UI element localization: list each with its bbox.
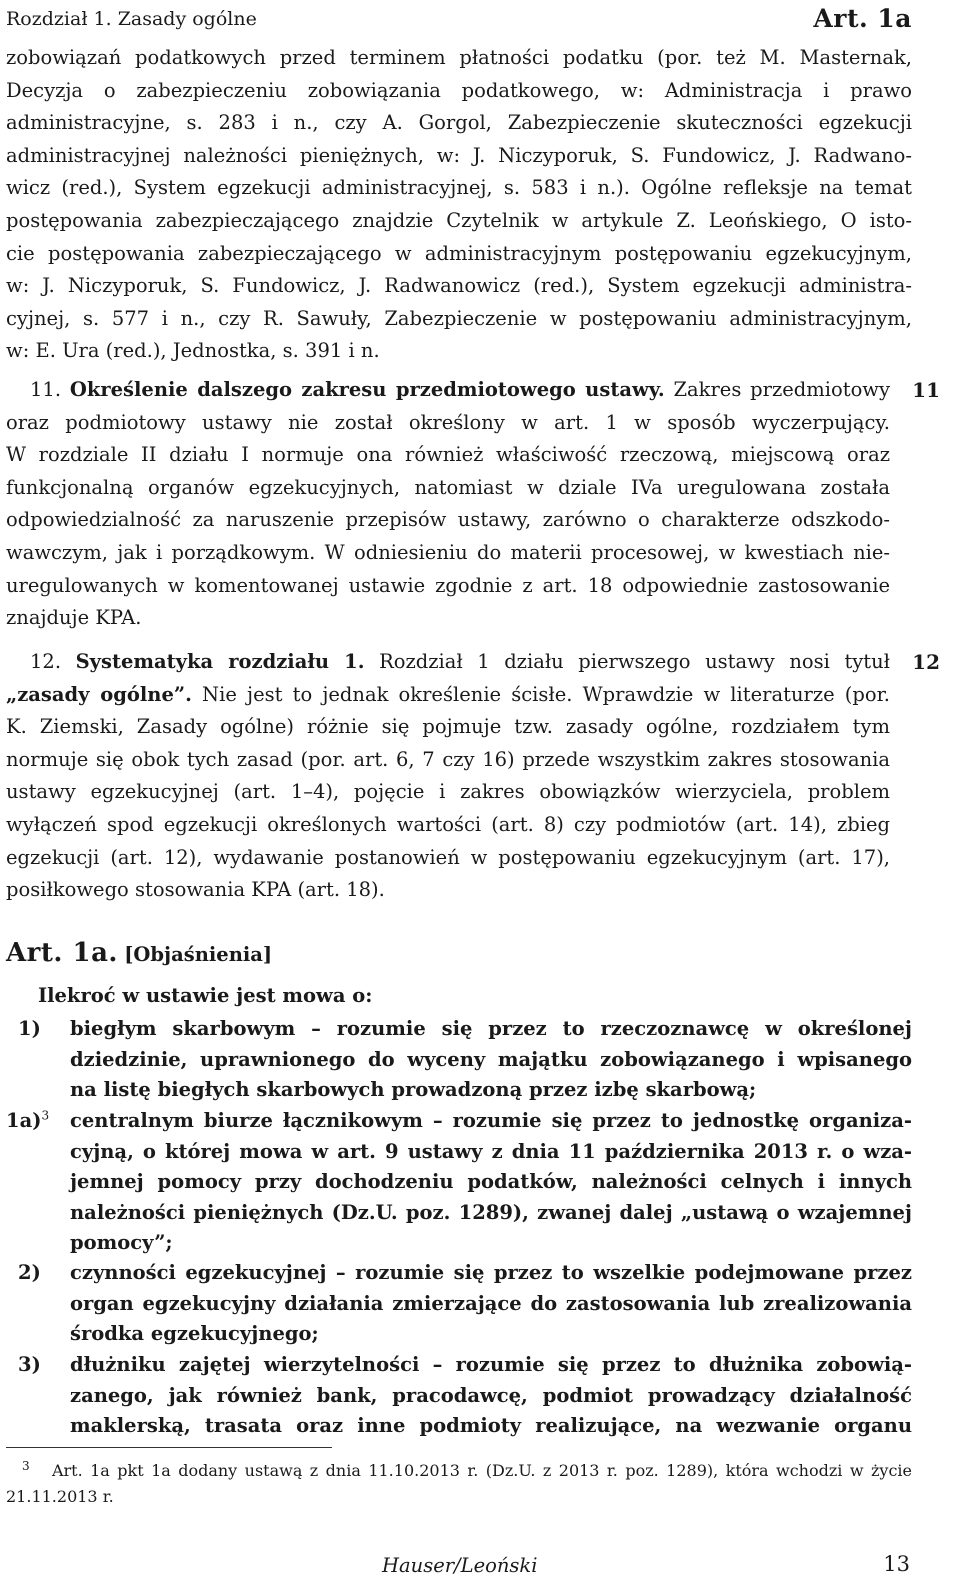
text-line: egzekucji (art. 12), wydawanie postanowień w postępowaniu egzekucyjnym (art. 17), (6, 845, 890, 869)
section-heading: Systematyka rozdziału 1. (75, 650, 365, 673)
definition-body (70, 1014, 912, 1106)
section-12-first-line (6, 646, 890, 679)
text-line: zanego, jak również bank, pracodawcę, podmiot prowadzący działalność (70, 1383, 912, 1407)
definition-number: 3) (18, 1353, 41, 1376)
definition-body (70, 1350, 912, 1442)
text-line: W rozdziale II działu I normuje ona również właściwość rzeczową, miejscową oraz (6, 443, 890, 467)
text-line: cie postępowania zabezpieczającego w administracyjnym postępowaniu egzekucyjnym, (6, 241, 912, 265)
text-line: czynności egzekucyjnej – rozumie się przez to wszelkie podejmowane przez (70, 1261, 912, 1284)
text-line: centralnym biurze łącznikowym – rozumie się przez to jednostkę organiza- (70, 1109, 912, 1132)
text-line: zobowiązań podatkowych przed terminem płatności podatku (por. też M. Masternak, (6, 46, 912, 69)
footnote-divider (6, 1447, 332, 1448)
text-line: postępowania zabezpieczającego znajdzie Czytelnik w artykule Z. Leońskiego, O isto- (6, 208, 912, 232)
section-12-paragraph (6, 646, 890, 907)
text-line: jemnej pomocy przy dochodzeniu podatków, należności celnych i innych (70, 1170, 912, 1193)
margin-number-11: 11 (912, 378, 940, 402)
section-number: 12. (30, 650, 62, 673)
footer-author: Hauser/Leoński (382, 1554, 538, 1577)
text-line: w: J. Niczyporuk, S. Fundowicz, J. Radwanowicz (red.), System egzekucji administra- (6, 274, 912, 298)
text-segment: Zakres przedmiotowy (673, 378, 891, 401)
text-line: organ egzekucyjny działania zmierzające do zastosowania lub zrealizowania (70, 1291, 912, 1315)
article-heading (6, 938, 272, 968)
section-11-first-line (6, 374, 890, 407)
explanations-link[interactable]: [Objaśnienia] (124, 943, 273, 966)
chapter-title: Rozdział 1. Zasady ogólne (6, 8, 257, 30)
text-line: cyjną, o której mowa w art. 9 ustawy z dnia 11 października 2013 r. o wza- (70, 1139, 912, 1163)
text-line: administracyjnej należności pieniężnych, w: J. Niczyporuk, S. Fundowicz, J. Radwano- (6, 143, 912, 167)
section-11-paragraph (6, 374, 890, 635)
margin-number-12: 12 (912, 650, 940, 674)
footnote-line: $^3$ Art. 1a pkt 1a dodany ustawą z dnia 11.10.2013 r. (Dz.U. z 2013 r. poz. 1289), która wchodzi w życie (6, 1458, 912, 1484)
text-line: środka egzekucyjnego; (70, 1322, 319, 1345)
section-heading: Określenie dalszego zakresu przedmiotowego ustawy. (69, 378, 665, 401)
text-line: w: E. Ura (red.), Jednostka, s. 391 i n. (6, 339, 380, 363)
text-line: wyłączeń spod egzekucji określonych wartości (art. 8) czy podmiotów (art. 14), zbieg (6, 812, 890, 836)
definition-number: 1) (18, 1017, 41, 1040)
text-line: maklerską, trasata oraz inne podmioty realizujące, na wezwanie organu (70, 1414, 912, 1437)
text-segment: Nie jest to jednak określenie ścisłe. Wprawdzie w literaturze (por. (202, 682, 890, 706)
section-12-second-line (6, 679, 890, 712)
definitions-intro: Ilekroć w ustawie jest mowa o: (38, 984, 373, 1007)
text-line: normuje się obok tych zasad (por. art. 6, 7 czy 16) przede wszystkim zakres stosowania (6, 747, 890, 771)
text-line: wicz (red.), System egzekucji administracyjnej, s. 583 i n.). Ogólne refleksje na temat (6, 176, 912, 200)
page-number: 13 (883, 1552, 910, 1576)
text-line: K. Ziemski, Zasady ogólne) różnie się pojmuje tzw. zasady ogólne, rozdziałem tym (6, 715, 890, 739)
article-number: Art. 1a. (6, 938, 118, 968)
definition-body (70, 1106, 912, 1259)
text-line: dziedzinie, uprawnionego do wyceny majątku zobowiązanego i wpisanego (70, 1047, 912, 1071)
text-line: Decyzja o zabezpieczeniu zobowiązania podatkowego, w: Administracja i prawo (6, 78, 912, 102)
section-number: 11. (30, 378, 62, 401)
text-line: cyjnej, s. 577 i n., czy R. Sawuły, Zabezpieczenie w postępowaniu administracyjnym, (6, 306, 912, 330)
text-line: na listę biegłych skarbowych prowadzoną przez izbę skarbową; (70, 1078, 757, 1101)
footnote-line: 21.11.2013 r. (6, 1487, 114, 1506)
definition-number: 2) (18, 1261, 41, 1284)
article-label: Art. 1a (813, 4, 912, 33)
footnote (6, 1458, 912, 1510)
text-line: pomocy”; (70, 1231, 173, 1254)
text-line: funkcjonalną organów egzekucyjnych, natomiast w dziale IVa uregulowana została (6, 475, 890, 499)
text-line: odpowiedzialność za naruszenie przepisów ustawy, zarówno o charakterze odszkodo- (6, 508, 890, 532)
text-line: ustawy egzekucyjnej (art. 1–4), pojęcie i zakres obowiązków wierzyciela, problem (6, 780, 890, 804)
text-line: dłużniku zajętej wierzytelności – rozumie się przez to dłużnika zobowią- (70, 1353, 912, 1376)
definition-number: 1a)$^3$ (6, 1108, 50, 1132)
definition-body (70, 1258, 912, 1350)
footnote-marker[interactable]: 3 (41, 1108, 50, 1123)
text-segment: Rozdział 1 działu pierwszego ustawy nosi tytuł (379, 650, 891, 673)
intro-paragraph (6, 42, 912, 368)
text-line: administracyjne, s. 283 i n., czy A. Gorgol, Zabezpieczenie skuteczności egzekucji (6, 111, 912, 135)
text-line: należności pieniężnych (Dz.U. poz. 1289), zwanej dalej „ustawą o wzajemnej (70, 1200, 912, 1224)
text-line: wawczym, jak i porządkowym. W odniesieniu do materii procesowej, w kwestiach nie- (6, 540, 890, 564)
running-header (6, 4, 912, 34)
footnote-number: 3 (22, 1458, 30, 1473)
text-line: znajduje KPA. (6, 606, 142, 630)
text-line: oraz podmiotowy ustawy nie został określony w art. 1 w sposób wyczerpujący. (6, 410, 890, 434)
text-line: biegłym skarbowym – rozumie się przez to rzeczoznawcę w określonej (70, 1017, 912, 1040)
bold-phrase: „zasady ogólne”. (6, 682, 192, 706)
text-line: uregulowanych w komentowanej ustawie zgodnie z art. 18 odpowiednie zastosowanie (6, 573, 890, 597)
text-line: posiłkowego stosowania KPA (art. 18). (6, 878, 385, 902)
